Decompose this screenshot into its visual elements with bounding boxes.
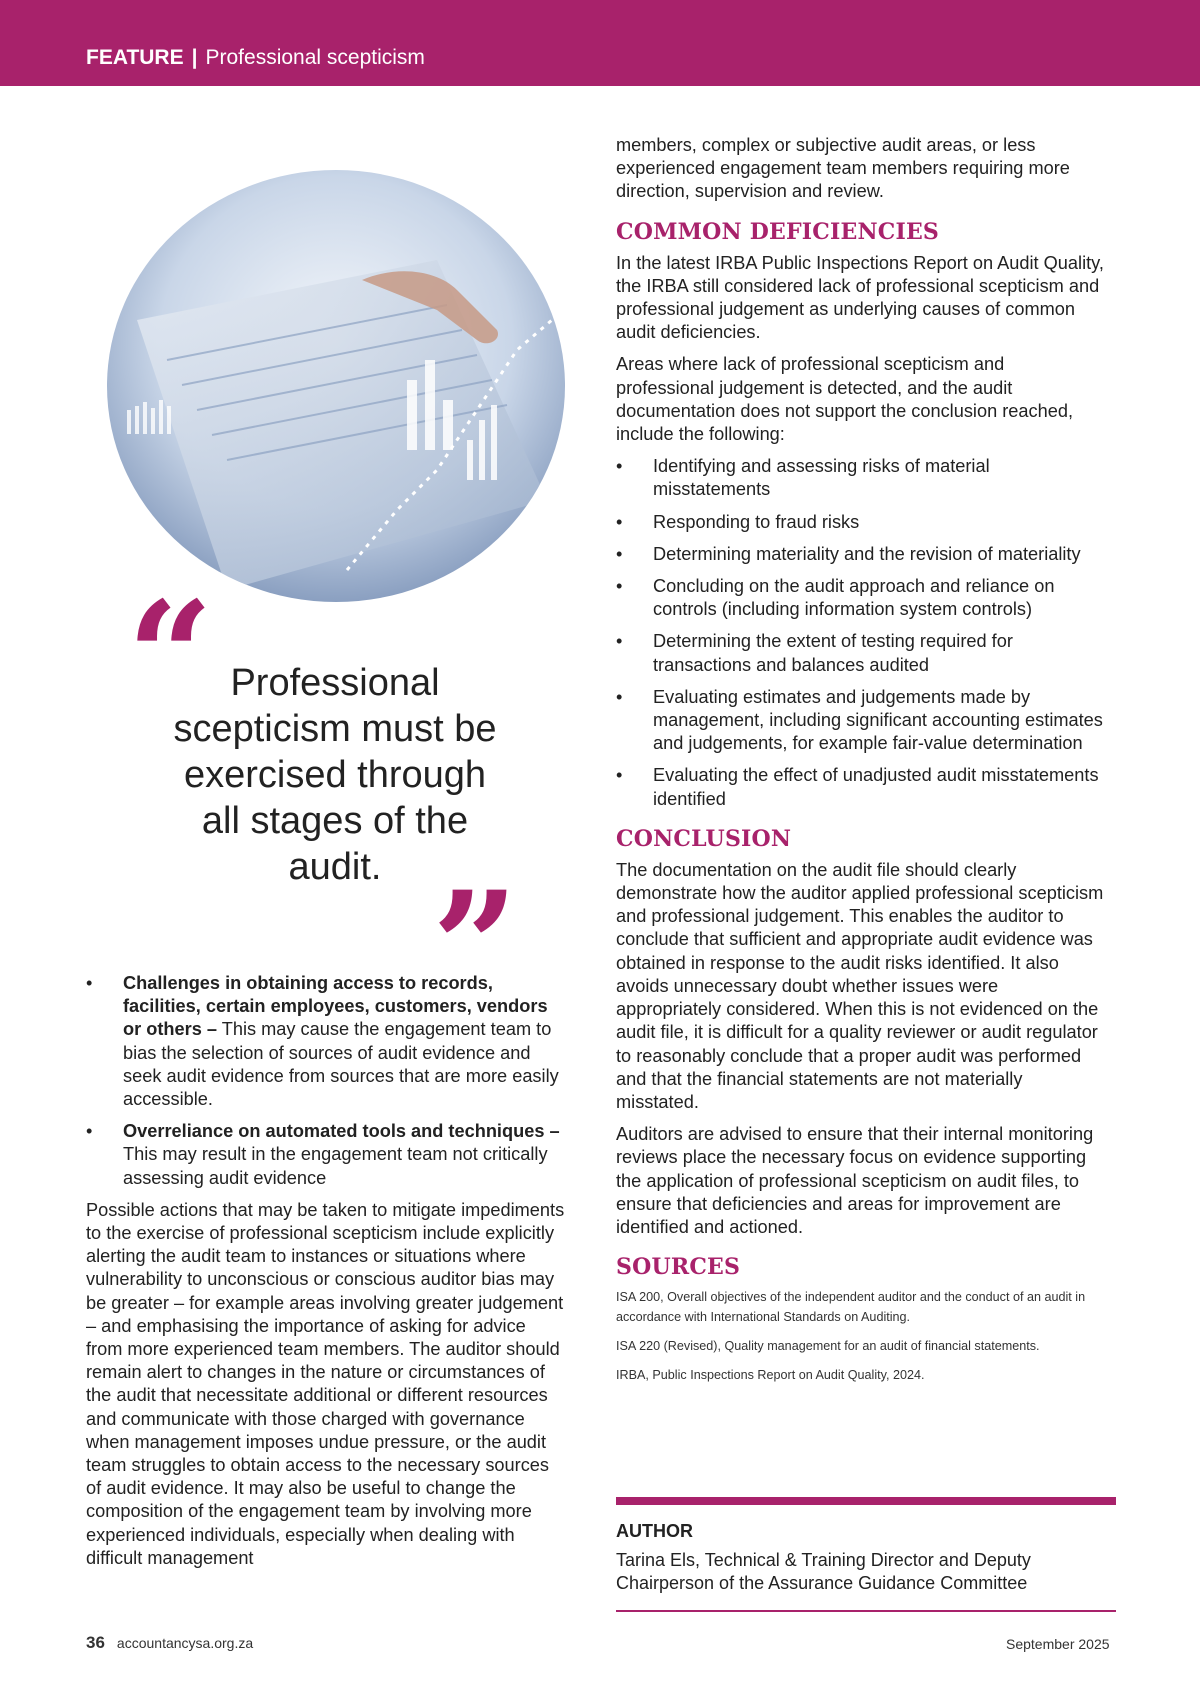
- conclusion-p1: The documentation on the audit file should clearly demonstrate how the auditor applied professional scepticism and professional judgement. This enables the auditor to conclude that sufficient and appropriate audit evidence was obtained in response to the audit risks identified. It also avoids unnecessary doubt whether issues were appropriately considered. When this is not evidenced on the audit file, it is difficult for a quality reviewer or audit regulator to reasonably conclude that a proper audit was performed and that the financial statements are not materially misstated.: [616, 859, 1104, 1112]
- list-item-text: Evaluating estimates and judgements made by management, including significant accounting estimates and judgements, for example fair-value determination: [653, 686, 1103, 754]
- bullet-text: This may result in the engagement team not critically assessing audit evidence: [123, 1144, 548, 1188]
- author-divider: [616, 1497, 1116, 1505]
- site-link[interactable]: accountancysa.org.za: [116, 1635, 254, 1651]
- bullet-icon: •: [616, 576, 623, 597]
- bullet-icon: •: [616, 631, 623, 652]
- topic-label: Professional scepticism: [205, 46, 425, 69]
- open-quote-icon: “: [127, 569, 214, 745]
- bullet-icon: •: [86, 973, 93, 993]
- laptop-photo: [107, 170, 565, 602]
- author-title: AUTHOR: [616, 1521, 693, 1541]
- list-item: [86, 1120, 566, 1190]
- author-name: Tarina Els, Technical & Training Director and Deputy Chairperson of the Assurance Guidance Committee: [616, 1550, 1031, 1593]
- list-item-text: Concluding on the audit approach and reliance on controls (including information system controls): [653, 576, 1055, 620]
- deficiencies-p1: In the latest IRBA Public Inspections Report on Audit Quality, the IRBA still considered lack of professional scepticism and professional judgement as underlying causes of common audit deficiencies.: [616, 252, 1104, 343]
- list-item: [616, 543, 1104, 566]
- pull-quote: Professional scepticism must be exercised through all stages of the audit.: [173, 662, 497, 888]
- left-column: [86, 972, 566, 1579]
- bullet-icon: •: [616, 511, 623, 532]
- deficiencies-p2: Areas where lack of professional scepticism and professional judgement is detected, and the audit documentation does not support the conclusion reached, include the following:: [616, 354, 1074, 445]
- bullet-text: This may cause the engagement team to bias the selection of sources of audit evidence and seek audit evidence from sources that are more easily accessible.: [123, 1019, 559, 1110]
- author-bottom-rule: [616, 1610, 1116, 1612]
- bullet-icon: •: [616, 456, 623, 477]
- close-quote-icon: ”: [432, 859, 519, 1035]
- list-item-text: Evaluating the effect of unadjusted audit misstatements identified: [653, 765, 1099, 809]
- conclusion-heading: CONCLUSION: [616, 825, 792, 852]
- issue-date: September 2025: [1006, 1636, 1110, 1652]
- author-box: [616, 1520, 1116, 1595]
- list-item-text: Determining the extent of testing required for transactions and balances audited: [653, 631, 1013, 675]
- list-item-text: Identifying and assessing risks of material misstatements: [653, 456, 990, 500]
- bullet-bold: Challenges in obtaining access to records, facilities, certain employees, customers, vendors or others –: [123, 973, 548, 1040]
- list-item-text: Responding to fraud risks: [653, 511, 860, 532]
- source-item: ISA 220 (Revised), Quality management for an audit of financial statements.: [616, 1339, 1040, 1354]
- bullet-icon: •: [86, 1121, 93, 1142]
- footer-left: [86, 1633, 253, 1653]
- bullet-icon: •: [616, 686, 623, 707]
- list-item-text: Determining materiality and the revision of materiality: [653, 543, 1081, 564]
- bullet-bold: Overreliance on automated tools and techniques –: [123, 1121, 560, 1142]
- conclusion-p2: Auditors are advised to ensure that their internal monitoring reviews place the necessary focus on evidence supporting the application of professional scepticism on audit files, to ensure that deficiencies and areas for improvement are identified and actioned.: [616, 1124, 1094, 1237]
- list-item: [616, 455, 1104, 501]
- sources-heading: SOURCES: [616, 1254, 741, 1281]
- source-item: IRBA, Public Inspections Report on Audit Quality, 2024.: [616, 1368, 925, 1383]
- header-label: [86, 46, 425, 70]
- deficiencies-heading: COMMON DEFICIENCIES: [616, 218, 940, 245]
- mitigation-paragraph: Possible actions that may be taken to mitigate impediments to the exercise of professional scepticism include explicitly alerting the audit team to instances or situations where vulnerability to unconscious or conscious auditor bias may be greater – for example areas involving greater judgement – and emphasising the importance of asking for advice from more experienced team members. The auditor should remain alert to changes in the nature or circumstances of the audit that necessitate additional or different resources and communicate with those charged with governance when management imposes undue pressure, or the audit team struggles to obtain access to the necessary sources of audit evidence. It may also be useful to change the composition of the engagement team by involving more experienced individuals, especially when dealing with difficult management: [86, 1199, 565, 1568]
- source-item: ISA 200, Overall objectives of the independent auditor and the conduct of an audit in accordance with International Standards on Auditing.: [616, 1290, 1086, 1325]
- deficiencies-list: [616, 455, 1104, 811]
- right-column: [616, 134, 1104, 1394]
- list-item: [616, 630, 1104, 676]
- bullet-icon: •: [616, 765, 623, 786]
- header-separator: |: [191, 46, 198, 69]
- bullet-icon: •: [616, 543, 623, 564]
- list-item: [86, 972, 566, 1111]
- section-label: FEATURE: [86, 46, 184, 69]
- list-item: [616, 575, 1104, 621]
- list-item: [616, 686, 1104, 756]
- challenges-list: [86, 972, 566, 1190]
- intro-paragraph: members, complex or subjective audit areas, or less experienced engagement team members requiring more direction, supervision and review.: [616, 135, 1070, 202]
- header-bar: [0, 0, 1200, 86]
- list-item: [616, 511, 1104, 534]
- page-number: 36: [86, 1633, 105, 1652]
- list-item: [616, 764, 1104, 810]
